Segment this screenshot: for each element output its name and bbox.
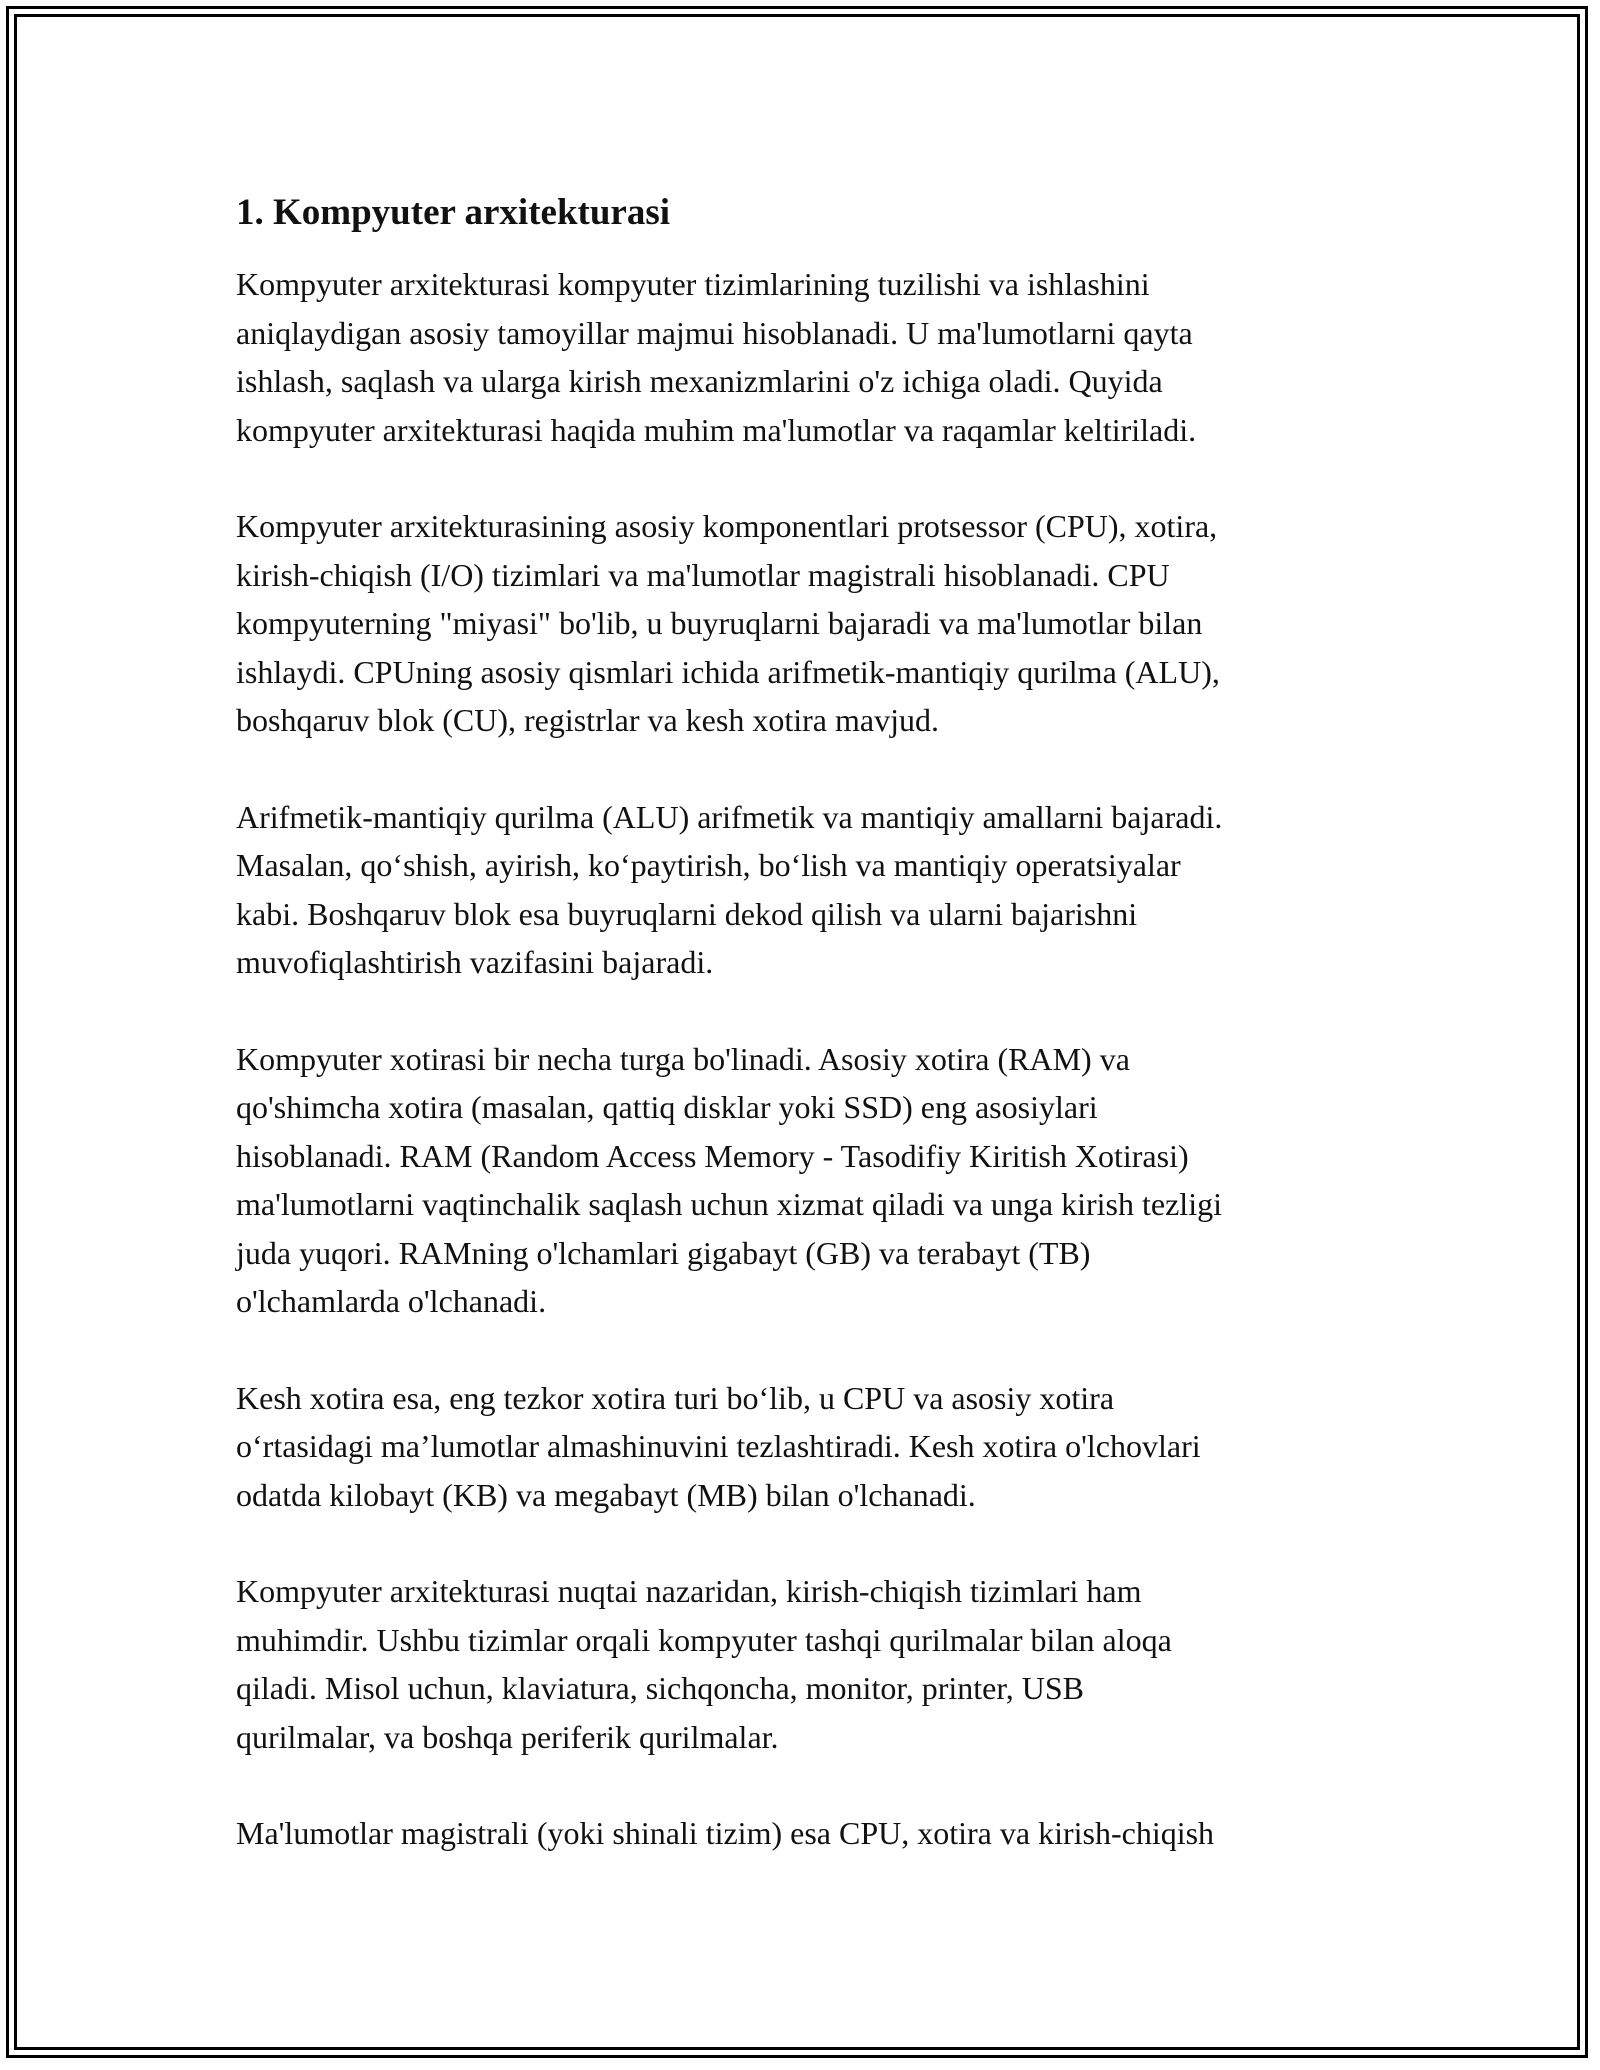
paragraph-io: Kompyuter arxitekturasi nuqtai nazaridan, kirish-chiqish tizimlari ham muhimdir. Ushbu tizimlar orqali kompyuter tashqi qurilmalar bilan aloqa qiladi. Misol uchun, klaviatura, sichqoncha, monitor, printer, USB qurilmalar, va boshqa periferik qurilmalar. bbox=[236, 1573, 1172, 1755]
paragraph-memory: Kompyuter xotirasi bir necha turga bo'linadi. Asosiy xotira (RAM) va qo'shimcha xotira (masalan, qattiq disklar yoki SSD) eng asosiylari hisoblanadi. RAM (Random Access Memory - Tasodifiy Kiritish Xotirasi) ma'lumotlarni vaqtinchalik saqlash uchun xizmat qiladi va unga kirish tezligi juda yuqori. RAMning o'lchamlari gigabayt (GB) va terabayt (TB) o'lchamlarda o'lchanadi. bbox=[236, 1040, 1222, 1319]
paragraph-intro: Kompyuter arxitekturasi kompyuter tizimlarining tuzilishi va ishlashini aniqlaydigan asosiy tamoyillar majmui hisoblanadi. U ma'lumotlarni qayta ishlash, saqlash va ularga kirish mexanizmlarini o'z ichiga oladi. Quyida kompyuter arxitekturasi haqida muhim ma'lumotlar va raqamlar keltiriladi. bbox=[236, 266, 1197, 448]
page-title: 1. Kompyuter arxitekturasi bbox=[236, 192, 671, 233]
document-body bbox=[236, 186, 1386, 1906]
paragraph-bus: Ma'lumotlar magistrali (yoki shinali tizim) esa CPU, xotira va kirish-chiqish bbox=[236, 1815, 1215, 1851]
paragraph-components: Kompyuter arxitekturasining asosiy komponentlari protsessor (CPU), xotira, kirish-chiqish (I/O) tizimlari va ma'lumotlar magistrali hisoblanadi. CPU kompyuterning "miyasi" bo'lib, u buyruqlarni bajaradi va ma'lumotlar bilan ishlaydi. CPUning asosiy qismlari ichida arifmetik-mantiqiy qurilma (ALU), boshqaruv blok (CU), registrlar va kesh xotira mavjud. bbox=[236, 508, 1220, 738]
paragraph-alu: Arifmetik-mantiqiy qurilma (ALU) arifmetik va mantiqiy amallarni bajaradi. Masalan, qo‘shish, ayirish, ko‘paytirish, bo‘lish va mantiqiy operatsiyalar kabi. Boshqaruv blok esa buyruqlarni dekod qilish va ularni bajarishni muvofiqlashtirish vazifasini bajaradi. bbox=[236, 798, 1223, 980]
paragraph-cache: Kesh xotira esa, eng tezkor xotira turi bo‘lib, u CPU va asosiy xotira o‘rtasidagi ma’lumotlar almashinuvini tezlashtiradi. Kesh xotira o'lchovlari odatda kilobayt (KB) va megabayt (MB) bilan o'lchanadi. bbox=[236, 1379, 1201, 1513]
